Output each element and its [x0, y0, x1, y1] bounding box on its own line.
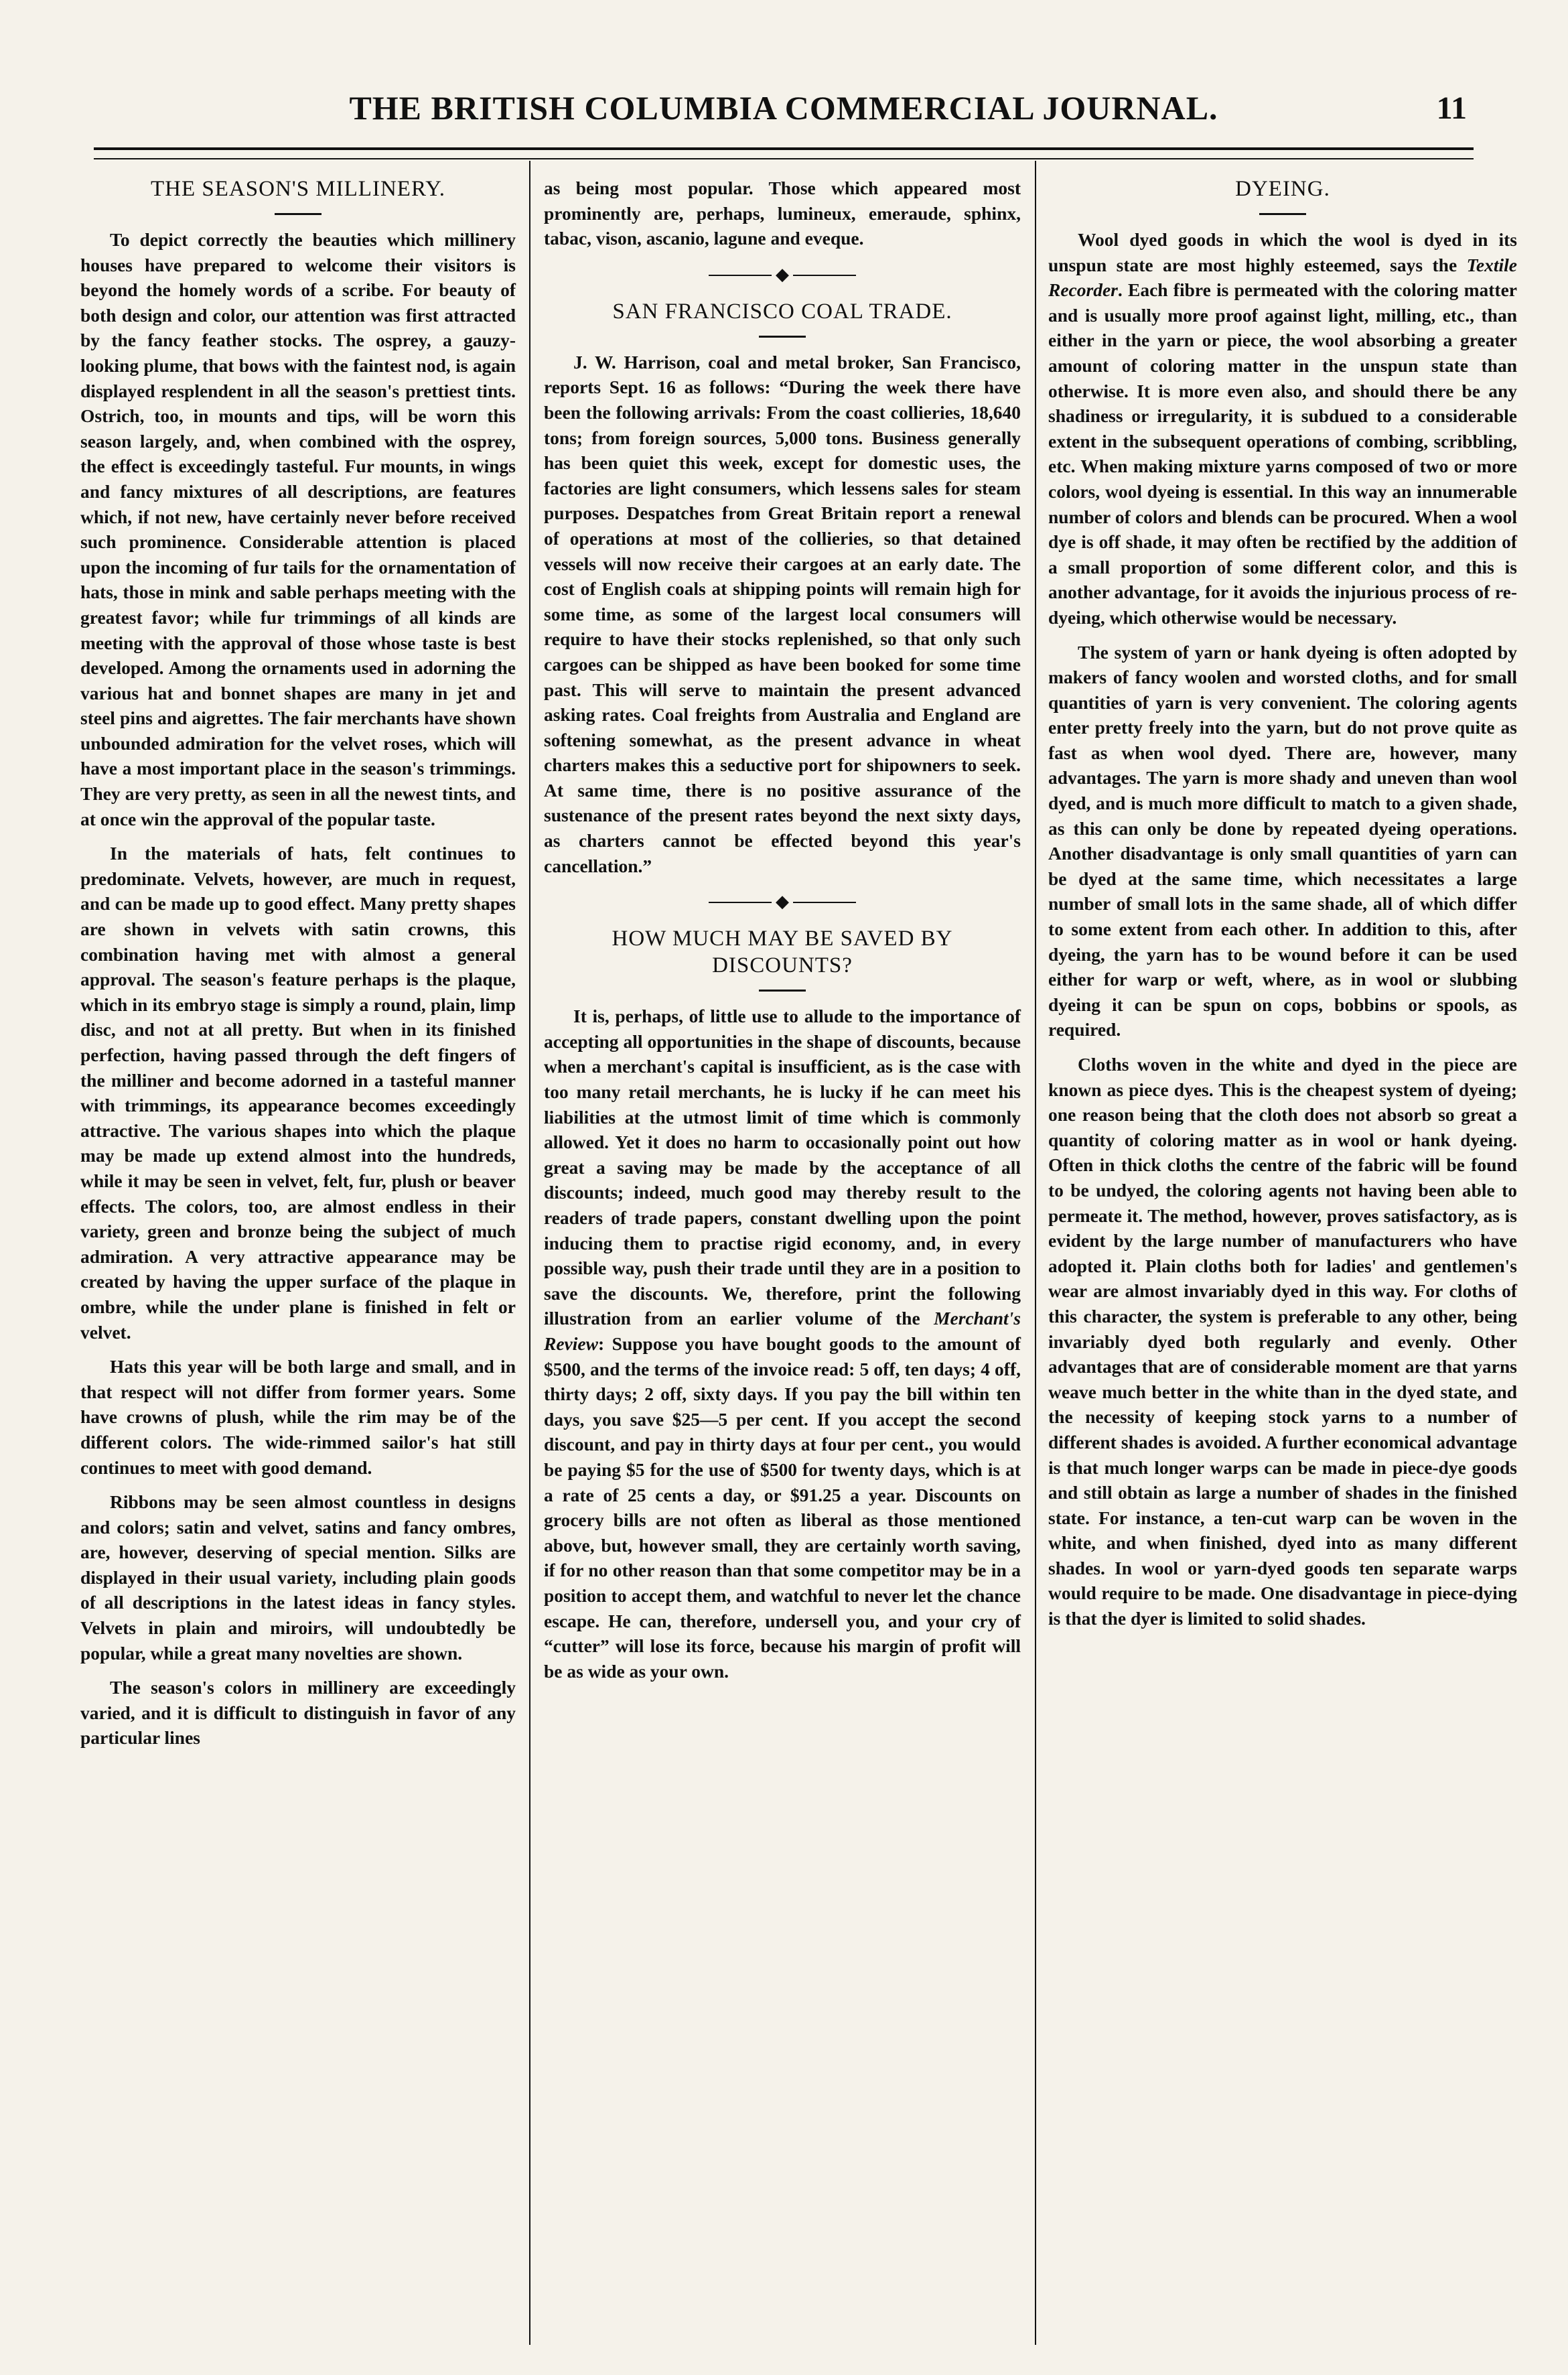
- article-heading-millinery: THE SEASON'S MILLINERY.: [151, 177, 445, 201]
- article-heading-dyeing: DYEING.: [1235, 177, 1330, 201]
- millinery-paragraph: In the materials of hats, felt continues to predominate. Velvets, however, are much in request, and can be made up to good effect. Many pretty shapes are shown in velvets with satin crowns, this combination having met with almost a general approval. The season's feature perhaps is the plaque, which in its embryo stage is simply a round, plain, limp disc, and not at all pretty. But when in its finished perfection, having passed through the deft fingers of the milliner and become adorned in a tasteful manner with trimmings, its appearance becomes exceedingly attractive. The various shapes into which the plaque may be made up extend almost into the hundreds, while it may be seen in velvet, felt, fur, plush or beaver effects. The colors, too, are almost endless in their variety, green and bronze being the subject of much admiration. A very attractive appearance may be created by having the upper surface of the plaque in ombre, while the under plane is finished in felt or velvet.: [80, 843, 516, 1343]
- dyeing-text-italic: Textile Recorder: [1048, 254, 1517, 301]
- page-number: 11: [1436, 90, 1467, 126]
- heading-dash: [1259, 213, 1306, 215]
- millinery-paragraph: Ribbons may be seen almost countless in designs and colors; satin and velvet, satins and fancy ombres, are, however, deserving of special mention. Silks are displayed in their usual variety, including plain goods of all descriptions in the latest ideas in fancy styles. Velvets in plain and miroirs, will undoubtedly be popular, while a great many novelties are shown.: [80, 1491, 516, 1664]
- dyeing-paragraph: The system of yarn or hank dyeing is often adopted by makers of fancy woolen and worsted cloths, and for small quantities of yarn is very convenient. The coloring agents enter pretty freely into the yarn, but do not prove quite as fast as when wool dyed. There are, however, many advantages. The yarn is more shady and uneven than wool dyed, and is much more difficult to match to a given shade, as this can only be done by repeated dyeing operations. Another disadvantage is only small quantities of yarn can be dyed at the same time, which necessitates a large number of small lots in the same shade, all of which differ to some extent from each other. In addition to this, after dyeing, the yarn has to be wound before it can be used either for warp or weft, where, as in wool or slubbing dyeing it can be spun on cops, bobbins or spools, as required.: [1048, 641, 1517, 1040]
- discount-text-a: It is, perhaps, of little use to allude to the importance of accepting all opportunities in the shape of discounts, because when a merchant's capital is insufficient, as is the case with too many retail merchants, he is lucky if he can meet his liabilities at the utmost limit of time which is commonly allowed. Yet it does no harm to occasionally point out how great a saving may be made by the acceptance of all discounts; indeed, much good may thereby result to the readers of trade papers, constant dwelling upon the point inducing them to practise rigid economy, and, in every possible way, push their trade until they are in a position to save the discounts. We, therefore, print the following illustration from an earlier volume of the: [544, 1006, 1021, 1329]
- discount-paragraph: [544, 1004, 1021, 1684]
- discount-text-b: : Suppose you have bought goods to the amount of $500, and the terms of the invoice read: 5 off, ten days; 4 off, thirty days; 2 off, sixty days. If you pay the bill within ten days, you save $25—5 per cent. If you accept the second discount, and pay in thirty days at four per cent., you would be paying $5 for the use of $500 for twenty days, which is at a rate of 25 cents a day, or $91.25 a year. Discounts on grocery bills are not often as liberal as those mentioned above, but, however small, they are certainly worth saving, if for no other reason than that some competitor may be in a position to accept them, and watchful to never let the chance escape. He can, therefore, undersell you, and your cry of “cutter” will lose its force, because his margin of profit will be as wide as your own.: [544, 1333, 1021, 1682]
- column-middle: [544, 176, 1021, 1684]
- journal-title: THE BRITISH COLUMBIA COMMERCIAL JOURNAL.: [349, 89, 1218, 127]
- millinery-paragraph: Hats this year will be both large and small, and in that respect will not differ from former years. Some have crowns of plush, while the rim may be of the different colors. The wide-rimmed sailor's hat still continues to meet with good demand.: [80, 1356, 516, 1478]
- dyeing-text-a: Wool dyed goods in which the wool is dyed in its unspun state are most highly esteemed, says the: [1048, 229, 1517, 275]
- column-divider-left: [529, 161, 530, 2345]
- header-rule-thin: [94, 158, 1474, 159]
- carry-over-paragraph: as being most popular. Those which appeared most prominently are, perhaps, lumineux, emeraude, sphinx, tabac, vison, ascanio, lagune and eveque.: [544, 178, 1021, 249]
- dyeing-paragraph: [1048, 227, 1517, 630]
- discount-text-italic: Merchant's Review: [544, 1308, 1021, 1354]
- column-millinery: [80, 176, 516, 1751]
- dyeing-text-b: . Each fibre is permeated with the coloring matter and is usually more proof against light, milling, etc., than either in the yarn or piece, the wool absorbing a greater amount of coloring matter in the unspun state than otherwise. It is more even also, and should there be any shadiness or irregularity, it is subdued to a considerable extent in the subsequent operations of combing, scribbling, etc. When making mixture yarns composed of two or more colors, wool dyeing is essential. In this way an innumerable number of colors and blends can be procured. When a wool dye is off shade, it may often be rectified by the addition of a small proportion of some different color, and this is another advantage, for it avoids the injurious process of re-dyeing, which otherwise would be necessary.: [1048, 279, 1517, 628]
- heading-dash: [275, 213, 322, 215]
- heading-dash: [759, 990, 806, 992]
- coal-paragraph: J. W. Harrison, coal and metal broker, San Francisco, reports Sept. 16 as follows: “During the week there have been the following arrivals: From the coast collieries, 18,640 tons; from foreign sources, 5,000 tons. Business generally has been quiet this week, except for domestic uses, the factories are light consumers, which lessens sales for steam purposes. Despatches from Great Britain report a renewal of operations at most of the collieries, so that detained vessels will now receive their cargoes at an early date. The cost of English coals at shipping points will remain high for some time, as some of the largest local consumers will require to have their stocks replenished, so that only such cargoes can be shipped as have been booked for some time past. This will serve to maintain the present advanced asking rates. Coal freights from Australia and England are softening somewhat, as the present advance in wheat charters makes this a seductive port for shipowners to seek. At same time, there is no positive assurance of the sustenance of the present rates beyond the next sixty days, as charters cannot be effected beyond this year's cancellation.”: [544, 351, 1021, 876]
- section-ornament: ◆: [709, 893, 856, 910]
- article-heading-coal: SAN FRANCISCO COAL TRADE.: [612, 299, 952, 324]
- column-dyeing: [1048, 176, 1517, 1631]
- heading-dash: [759, 336, 806, 338]
- millinery-paragraph: The season's colors in millinery are exceedingly varied, and it is difficult to distinguish in favor of any particular lines: [80, 1677, 516, 1749]
- article-heading-discounts: HOW MUCH MAY BE SAVED BY DISCOUNTS?: [612, 927, 953, 978]
- millinery-paragraph: To depict correctly the beauties which millinery houses have prepared to welcome their visitors is beyond the homely words of a scribe. For beauty of both design and color, our attention was first attracted by the fancy feather stocks. The osprey, a gauzy-looking plume, that bows with the faintest nod, is again displayed resplendent in all the season's prettiest tints. Ostrich, too, in mounts and tips, will be worn this season largely, and, when combined with the osprey, the effect is exceedingly tasteful. Fur mounts, in wings and fancy mixtures of all descriptions, are features which, if not new, have certainly never before received such prominence. Considerable attention is placed upon the incoming of fur tails for the ornamentation of hats, those in mink and sable perhaps meeting with the greatest favor; while fur trimmings of all kinds are meeting with the approval of those whose taste is best developed. Among the ornaments used in adorning the various hat and bonnet shapes are many in jet and steel pins and aigrettes. The fair merchants have shown unbounded admiration for the velvet roses, which will have a most important place in the season's trimmings. They are very pretty, as seen in all the newest tints, and at once win the approval of the popular taste.: [80, 229, 516, 829]
- masthead: [100, 88, 1467, 135]
- section-ornament: ◆: [709, 266, 856, 283]
- dyeing-paragraph: Cloths woven in the white and dyed in the piece are known as piece dyes. This is the cheapest system of dyeing; one reason being that the cloth does not absorb so great a quantity of coloring matter as in wool or hank dyeing. Often in thick cloths the centre of the fabric will be found to be undyed, the coloring agents not having been able to permeate it. The method, however, proves satisfactory, as is evident by the large number of manufacturers who have adopted it. Plain cloths both for ladies' and gentlemen's wear are almost invariably dyed in this way. For cloths of this character, the system is preferable to any other, being invariably dyed both regularly and evenly. Other advantages that are of considerable moment are that yarns weave much better in the white than in the dyed state, and the necessity of keeping stock yarns to a number of different shades is avoided. A further economical advantage is that much longer warps can be made in piece-dye goods and still obtain as large a number of shades in the finished state. For instance, a ten-cut warp can be woven in the white, and when finished, dyed into as many different shades. In wool or yarn-dyed goods ten separate warps would require to be made. One disadvantage in piece-dying is that the dyer is limited to solid shades.: [1048, 1054, 1517, 1629]
- column-divider-right: [1035, 161, 1036, 2345]
- header-rule: [94, 147, 1474, 150]
